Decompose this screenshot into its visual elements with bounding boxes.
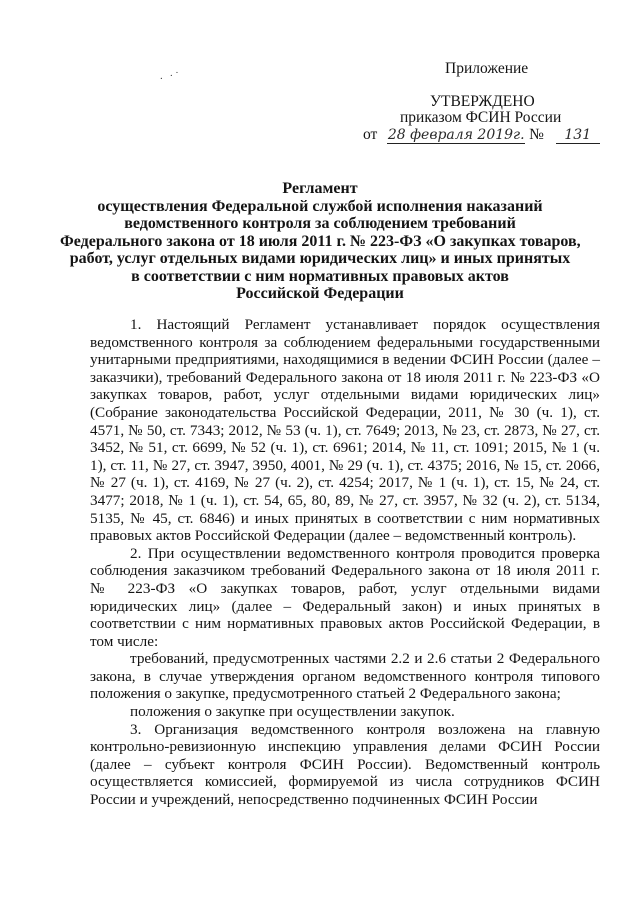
number-label: №: [529, 126, 544, 143]
title-line: работ, услуг отдельных видами юридических лиц» и иных принятых: [69, 250, 571, 267]
order-date-line: [363, 126, 600, 144]
approved-label: УТВЕРЖДЕНО: [430, 93, 535, 110]
title-line: Регламент: [282, 180, 358, 197]
document-body: [90, 316, 600, 809]
title-line: Федерального закона от 18 июля 2011 г. № 223-ФЗ «О закупках товаров,: [60, 232, 581, 250]
order-reference: приказом ФСИН России: [400, 109, 562, 126]
title-line: Российской Федерации: [236, 285, 404, 302]
handwritten-number: 131: [556, 128, 600, 144]
title-line: в соответствии с ним нормативных правовых актов: [131, 267, 509, 285]
paragraph-5: 3. Организация ведомственного контроля возложена на главную контрольно-ревизионную инспекцию управления делами ФСИН России (далее – субъект контроля ФСИН России). Ведомственный контроль осуществляется комиссией, формируемой из числа сотрудников ФСИН России и учреждений, непосредственно подчиненных ФСИН России: [90, 720, 600, 809]
appendix-label: Приложение: [445, 60, 529, 77]
from-label: от: [363, 126, 378, 143]
title-line: осуществления Федеральной службой исполнения наказаний: [97, 197, 543, 215]
paragraph-1: 1. Настоящий Регламент устанавливает порядок осуществления ведомственного контроля за соблюдением федеральными государственными унитарными предприятиями, находящимися в ведении ФСИН России (далее – заказчики), требований Федерального закона от 18 июля 2011 г. № 223-ФЗ «О закупках товаров, работ, услуг отдельными видами юридических лиц» (Собрание законодательства Российской Федерации, 2011, № 30 (ч. 1), ст. 4571, № 50, ст. 7343; 2012, № 53 (ч. 1), ст. 7649; 2013, № 23, ст. 2873, № 27, ст. 3452, № 51, ст. 6699, № 52 (ч. 1), ст. 6961; 2014, № 11, ст. 1091; 2015, № 1 (ч. 1), ст. 11, № 27, ст. 3947, 3950, 4001, № 29 (ч. 1), ст. 4375; 2016, № 15, ст. 2066, № 27 (ч. 1), ст. 4169, № 27 (ч. 2), ст. 4254; 2017, № 1 (ч. 1), ст. 15, № 24, ст. 3477; 2018, № 1 (ч. 1), ст. 54, 65, 80, 89, № 27, ст. 3957, № 32 (ч. 2), ст. 5134, 5135, № 45, ст. 6846) и иных принятых в соответствии с ним нормативных правовых актов Российской Федерации (далее – ведомственный контроль).: [90, 316, 600, 545]
document-title: [60, 180, 580, 303]
scan-speck: . ·˙: [160, 70, 181, 82]
paragraph-2: 2. При осуществлении ведомственного контроля проводится проверка соблюдения заказчиком требований Федерального закона от 18 июля 2011 г. № 223-ФЗ «О закупках товаров, работ, услуг отдельными видами юридических лиц» (далее – Федеральный закон) и иных принятых в соответствии с ним нормативных правовых актов Российской Федерации, в том числе:: [90, 544, 600, 650]
title-line: ведомственного контроля за соблюдением требований: [124, 215, 516, 232]
handwritten-date: 28 февраля 2019г.: [387, 127, 525, 143]
paragraph-3: требований, предусмотренных частями 2.2 и 2.6 статьи 2 Федерального закона, в случае утверждения органом ведомственного контроля типового положения о закупке, предусмотренного статьей 2 Федерального закона;: [90, 650, 600, 703]
approval-block: [0, 0, 640, 150]
paragraph-4: положения о закупке при осуществлении закупок.: [130, 703, 455, 721]
